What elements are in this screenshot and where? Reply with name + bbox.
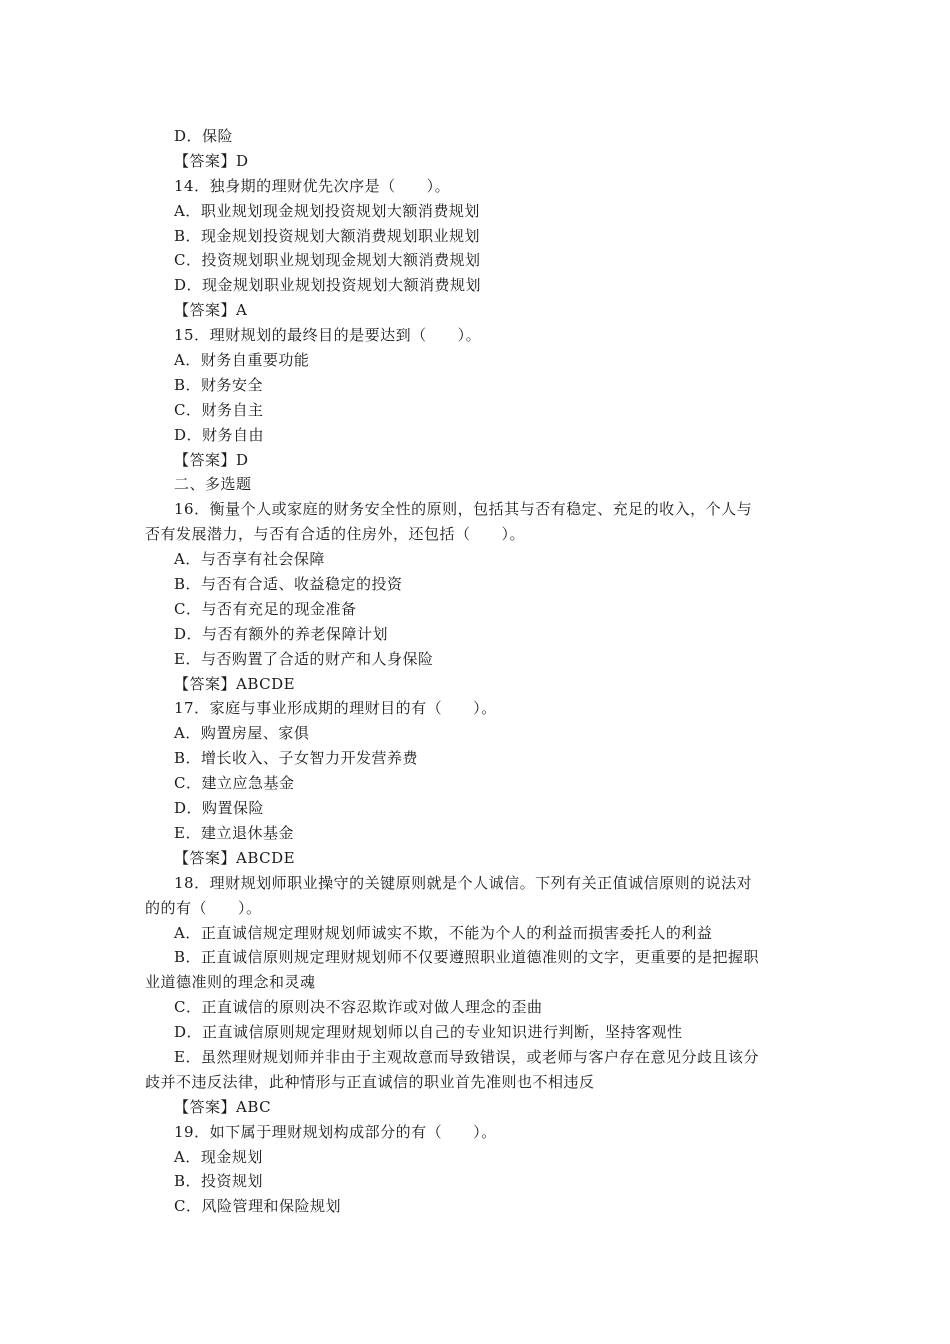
text-line: A．现金规划 xyxy=(174,1147,263,1166)
text-line: B．投资规划 xyxy=(174,1172,264,1191)
text-line: C．正直诚信的原则决不容忍欺诈或对做人理念的歪曲 xyxy=(174,998,543,1017)
text-line: 二、多选题 xyxy=(174,475,252,494)
text-line: D．与否有额外的养老保障计划 xyxy=(174,624,389,643)
text-line: B．财务安全 xyxy=(174,375,264,394)
text-line: A．财务自重要功能 xyxy=(174,351,310,370)
text-line: B．增长收入、子女智力开发营养费 xyxy=(174,749,419,768)
text-line: C．财务自主 xyxy=(174,400,264,419)
text-line: A．与否享有社会保障 xyxy=(174,550,325,569)
text-line: B．与否有合适、收益稳定的投资 xyxy=(174,575,403,594)
text-line: 【答案】ABC xyxy=(174,1097,272,1116)
text-line: A．购置房屋、家俱 xyxy=(174,724,310,743)
text-line: E．虽然理财规划师并非由于主观故意而导致错误，或老师与客户存在意见分歧且该分 xyxy=(174,1047,759,1066)
text-line: 的的有（ ）。 xyxy=(145,898,262,917)
document-page xyxy=(0,124,950,1219)
text-line: 【答案】ABCDE xyxy=(174,674,296,693)
text-line: B．正直诚信原则规定理财规划师不仅要遵照职业道德准则的文字，更重要的是把握职 xyxy=(174,948,760,967)
text-line: 【答案】A xyxy=(174,301,248,320)
text-line: B．现金规划投资规划大额消费规划职业规划 xyxy=(174,226,481,245)
text-line: 歧并不违反法律，此种情形与正直诚信的职业首先准则也不相违反 xyxy=(145,1072,595,1091)
text-line: A．正直诚信规定理财规划师诚实不欺，不能为个人的利益而损害委托人的利益 xyxy=(174,923,713,942)
text-line: 业道德准则的理念和灵魂 xyxy=(145,973,316,992)
text-line: 15．理财规划的最终目的是要达到（ ）。 xyxy=(174,326,482,345)
text-line: C．投资规划职业规划现金规划大额消费规划 xyxy=(174,251,481,270)
text-line: D．财务自由 xyxy=(174,425,265,444)
text-line: 【答案】D xyxy=(174,151,249,170)
text-line: D．正直诚信原则规定理财规划师以自己的专业知识进行判断，坚持客观性 xyxy=(174,1023,683,1042)
text-line: A．职业规划现金规划投资规划大额消费规划 xyxy=(174,201,480,220)
text-line: D．保险 xyxy=(174,127,234,145)
text-line: C．与否有充足的现金准备 xyxy=(174,599,357,618)
text-line: 否有发展潜力，与否有合适的住房外，还包括（ ）。 xyxy=(145,525,526,544)
text-line: 19．如下属于理财规划构成部分的有（ ）。 xyxy=(174,1122,497,1141)
text-line: D．购置保险 xyxy=(174,799,265,818)
text-line: D．现金规划职业规划投资规划大额消费规划 xyxy=(174,276,482,295)
text-line: C．建立应急基金 xyxy=(174,774,295,793)
text-line: 【答案】ABCDE xyxy=(174,848,296,867)
text-line: 14．独身期的理财优先次序是（ ）。 xyxy=(174,176,451,195)
text-line: E．建立退休基金 xyxy=(174,823,294,842)
text-line: 17．家庭与事业形成期的理财目的有（ ）。 xyxy=(174,699,497,718)
text-line: E．与否购置了合适的财产和人身保险 xyxy=(174,649,434,668)
text-line: 【答案】D xyxy=(174,450,249,469)
text-line: 18．理财规划师职业操守的关键原则就是个人诚信。下列有关正值诚信原则的说法对 xyxy=(174,873,753,892)
text-line: C．风险管理和保险规划 xyxy=(174,1197,341,1216)
text-line: 16．衡量个人或家庭的财务安全性的原则，包括其与否有稳定、充足的收入，个人与 xyxy=(174,500,753,519)
